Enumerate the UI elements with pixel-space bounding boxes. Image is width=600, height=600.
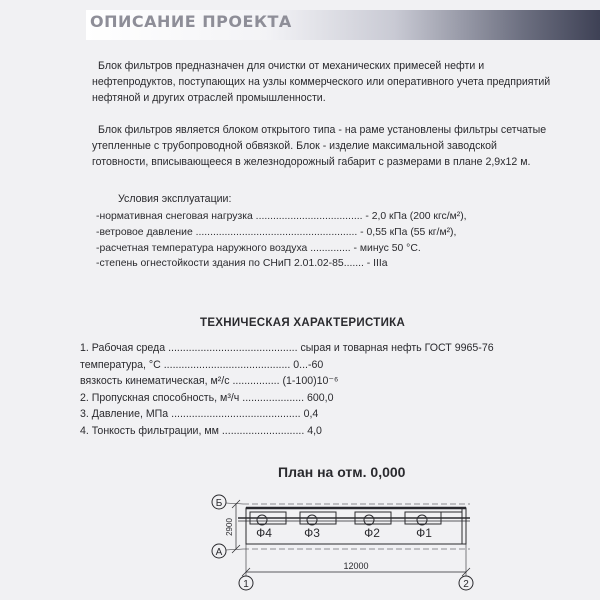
conditions-title: Условия эксплуатации:: [118, 193, 232, 205]
filter-label-f4: Ф4: [256, 526, 272, 540]
tech-item: 2. Пропускная способность, м³/ч ..................... 600,0: [80, 391, 334, 404]
condition-item: -нормативная снеговая нагрузка ..................................... - 2,0 кПа (200 кгс/м²),: [96, 211, 467, 222]
condition-item: -расчетная температура наружного воздуха .............. - минус 50 °С.: [96, 242, 421, 254]
tech-item: 1. Рабочая среда ............................................ сырая и товарная нефть ГОСТ 9965-76: [80, 342, 494, 354]
axis-label-1: 1: [243, 579, 249, 590]
description-text-1: Блок фильтров предназначен для очистки от механических примесей нефти и нефтепродуктов, поступающих на узлы коммерческого или оперативного учета предприятий нефтяной и других отраслей промышленности.: [92, 60, 551, 104]
condition-item: -ветровое давление ........................................................ - 0,55 кПа (55 кг/м²),: [96, 226, 457, 238]
description-text-2: Блок фильтров является блоком открытого типа - на раме установлены фильтры сетчатые утепленные с трубопроводной обвязкой. Блок - изделие максимальной заводской готовности, вписывающееся в железнодорожный габарит с размерами в плане 2,9х12 м.: [92, 124, 547, 168]
axis-label-2: 2: [463, 579, 469, 590]
frame-outline: [246, 508, 466, 544]
axis-label-b: Б: [215, 498, 223, 509]
plan-title: План на отм. 0,000: [278, 464, 406, 480]
description-paragraph-2: [92, 122, 552, 170]
dim-label-length: 12000: [343, 561, 369, 571]
tech-item: 4. Тонкость фильтрации, мм ............................ 4,0: [80, 424, 322, 437]
section-title: ОПИСАНИЕ ПРОЕКТА: [90, 12, 292, 31]
tech-item: температура, °С ........................................... 0...-60: [80, 358, 324, 371]
filter-label-f3: Ф3: [304, 526, 320, 540]
condition-item: -степень огнестойкости здания по СНиП 2.01.02-85....... - IIIа: [96, 258, 388, 270]
filter-label-f1: Ф1: [416, 526, 432, 540]
tech-list: [80, 340, 494, 439]
axis-leader-b: [226, 503, 243, 504]
axis-label-a: А: [215, 547, 223, 558]
description-paragraph-1: [92, 58, 552, 106]
tech-item: вязкость кинематическая, м²/с ................ (1-100)10⁻⁶: [80, 375, 339, 387]
conditions-list: [96, 209, 467, 272]
dim-label-width: 2900: [225, 518, 234, 536]
plan-drawing: [0, 480, 600, 600]
filter-label-f2: Ф2: [364, 526, 380, 540]
tech-item: 3. Давление, МПа ............................................ 0,4: [80, 408, 319, 420]
tech-title: ТЕХНИЧЕСКАЯ ХАРАКТЕРИСТИКА: [200, 317, 406, 329]
axis-leader-a: [226, 549, 243, 550]
